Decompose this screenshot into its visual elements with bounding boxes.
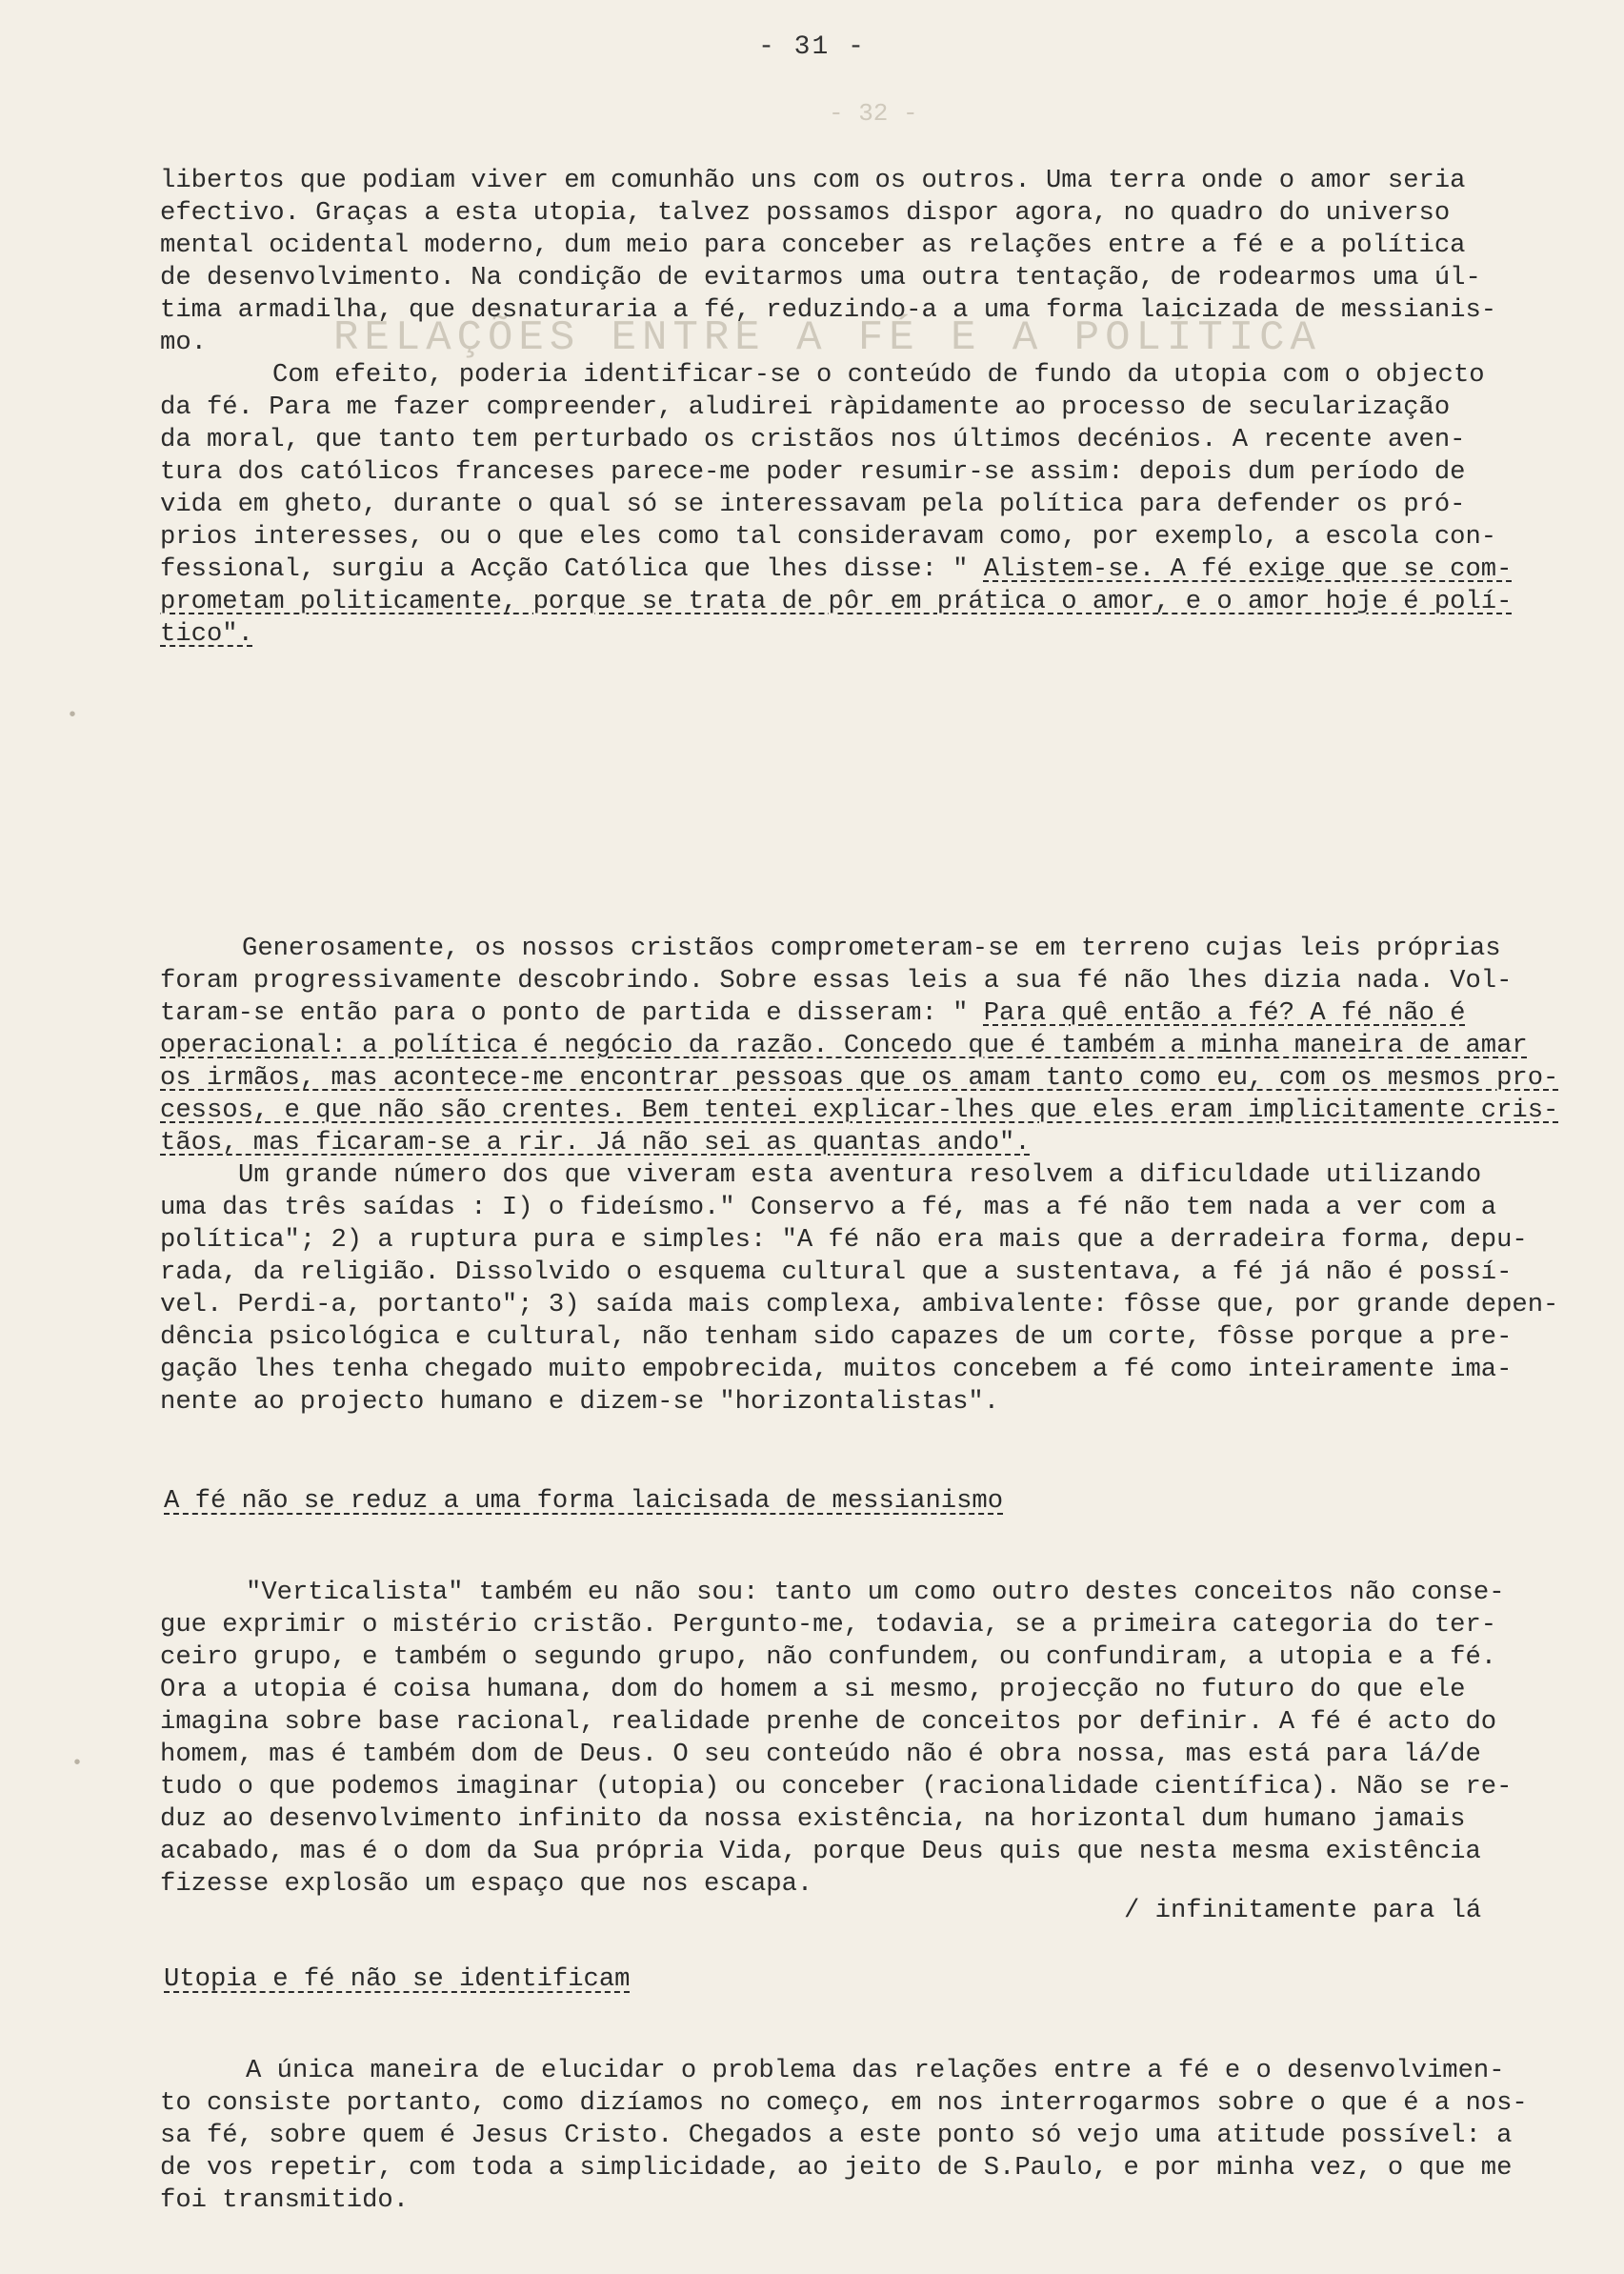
text-span: fessional, surgiu a Acção Católica que lhes disse: " — [160, 554, 984, 584]
underlined-quote: Alistem-se. A fé exige que se com- — [983, 554, 1513, 584]
page-number: - 31 - — [758, 32, 866, 62]
bleed-through-page-number: - 32 - — [829, 99, 918, 128]
text-line: imagina sobre base racional, realidade prenhe de conceitos por definir. A fé é acto do — [160, 1707, 1497, 1737]
text-line: ceiro grupo, e também o segundo grupo, não confundem, ou confundiram, a utopia e a fé. — [160, 1642, 1497, 1672]
text-line: gação lhes tenha chegado muito empobrecida, muitos concebem a fé como inteiramente ima- — [160, 1355, 1513, 1384]
text-line: to consiste portanto, como dizíamos no começo, em nos interrogarmos sobre o que é a nos- — [160, 2088, 1528, 2118]
underlined-quote: operacional: a política é negócio da razão. Concedo que é também a minha maneira de amar — [160, 1031, 1528, 1060]
text-span: taram-se então para o ponto de partida e disseram: " — [160, 998, 984, 1028]
text-line: "Verticalista" também eu não sou: tanto um como outro destes conceitos não conse- — [246, 1578, 1505, 1607]
text-line: libertos que podiam viver em comunhão uns com os outros. Uma terra onde o amor seria — [160, 166, 1466, 195]
text-line: homem, mas é também dom de Deus. O seu conteúdo não é obra nossa, mas está para lá/de — [160, 1740, 1481, 1769]
bleed-through-title: RELAÇÕES ENTRE A FÉ E A POLÍTICA — [333, 314, 1321, 362]
text-line: de desenvolvimento. Na condição de evitarmos uma outra tentação, de rodearmos uma úl- — [160, 263, 1481, 292]
text-line: política"; 2) a ruptura pura e simples: "A fé não era mais que a derradeira forma, depu- — [160, 1225, 1528, 1255]
underlined-quote: os irmãos, mas acontece-me encontrar pessoas que os amam tanto como eu, com os mesmos pro- — [160, 1063, 1559, 1093]
text-line: mental ocidental moderno, dum meio para conceber as relações entre a fé e a política — [160, 231, 1466, 260]
text-line: foram progressivamente descobrindo. Sobre essas leis a sua fé não lhes dizia nada. Vol- — [160, 966, 1513, 996]
text-line: nente ao projecto humano e dizem-se "horizontalistas". — [160, 1387, 1000, 1417]
underlined-quote: tãos, mas ficaram-se a rir. Já não sei as quantas ando". — [160, 1128, 1031, 1157]
text-line — [160, 996, 1466, 1031]
text-line: foi transmitido. — [160, 2185, 410, 2215]
binding-hole-mark: • — [67, 705, 79, 727]
text-line: sa fé, sobre quem é Jesus Cristo. Chegados a este ponto só vejo uma atitude possível: a — [160, 2121, 1513, 2150]
text-line: tudo o que podemos imaginar (utopia) ou conceber (racionalidade científica). Não se re- — [160, 1772, 1513, 1801]
text-line: dência psicológica e cultural, não tenham sido capazes de um corte, fôsse porque a pre- — [160, 1322, 1513, 1352]
text-line: Generosamente, os nossos cristãos comprometeram-se em terreno cujas leis próprias — [242, 934, 1501, 963]
text-line: da moral, que tanto tem perturbado os cristãos nos últimos decénios. A recente aven- — [160, 425, 1466, 454]
section-heading: Utopia e fé não se identificam — [164, 1964, 631, 1994]
text-line: fizesse explosão um espaço que nos escapa. — [160, 1869, 813, 1899]
text-line: de vos repetir, com toda a simplicidade, ao jeito de S.Paulo, e por minha vez, o que me — [160, 2153, 1513, 2183]
text-line: acabado, mas é o dom da Sua própria Vida, porque Deus quis que nesta mesma existência — [160, 1837, 1481, 1866]
text-line: tima armadilha, que desnaturaria a fé, reduzindo-a a uma forma laicizada de messianis- — [160, 295, 1497, 325]
text-line — [160, 553, 1512, 587]
text-line: Um grande número dos que viveram esta aventura resolvem a dificuldade utilizando — [238, 1160, 1482, 1190]
text-line: duz ao desenvolvimento infinito da nossa existência, na horizontal dum humano jamais — [160, 1804, 1466, 1834]
text-line: gue exprimir o mistério cristão. Pergunto-me, todavia, se a primeira categoria do ter- — [160, 1610, 1497, 1640]
text-line: mo. — [160, 328, 207, 357]
text-line: vel. Perdi-a, portanto"; 3) saída mais complexa, ambivalente: fôsse que, por grande depen- — [160, 1290, 1559, 1319]
underlined-quote: prometam politicamente, porque se trata de pôr em prática o amor, e o amor hoje é polí- — [160, 587, 1513, 616]
section-heading: A fé não se reduz a uma forma laicisada de messianismo — [164, 1486, 1004, 1516]
text-line: vida em gheto, durante o qual só se interessavam pela política para defender os pró- — [160, 490, 1466, 519]
text-line: A única maneira de elucidar o problema das relações entre a fé e o desenvolvimen- — [246, 2056, 1505, 2085]
text-line: uma das três saídas : I) o fideísmo." Conservo a fé, mas a fé não tem nada a ver com a — [160, 1193, 1497, 1222]
text-line: Ora a utopia é coisa humana, dom do homem a si mesmo, projecção no futuro do que ele — [160, 1675, 1466, 1704]
text-line: prios interesses, ou o que eles como tal consideravam como, por exemplo, a escola con- — [160, 522, 1497, 552]
underlined-quote: tico". — [160, 619, 253, 649]
text-line: rada, da religião. Dissolvido o esquema cultural que a sustentava, a fé já não é possí- — [160, 1258, 1513, 1287]
underlined-quote: cessos, e que não são crentes. Bem tentei explicar-lhes que eles eram implicitamente cris- — [160, 1096, 1559, 1125]
underlined-quote: Para quê então a fé? A fé não é — [983, 998, 1466, 1028]
text-line: tura dos católicos franceses parece-me poder resumir-se assim: depois dum período de — [160, 457, 1466, 487]
margin-note: / infinitamente para lá — [1124, 1896, 1482, 1925]
binding-hole-mark: • — [71, 1753, 84, 1775]
text-line: Com efeito, poderia identificar-se o conteúdo de fundo da utopia com o objecto — [272, 360, 1485, 390]
text-line: efectivo. Graças a esta utopia, talvez possamos dispor agora, no quadro do universo — [160, 198, 1451, 228]
text-line: da fé. Para me fazer compreender, aludirei ràpidamente ao processo de secularização — [160, 392, 1451, 422]
